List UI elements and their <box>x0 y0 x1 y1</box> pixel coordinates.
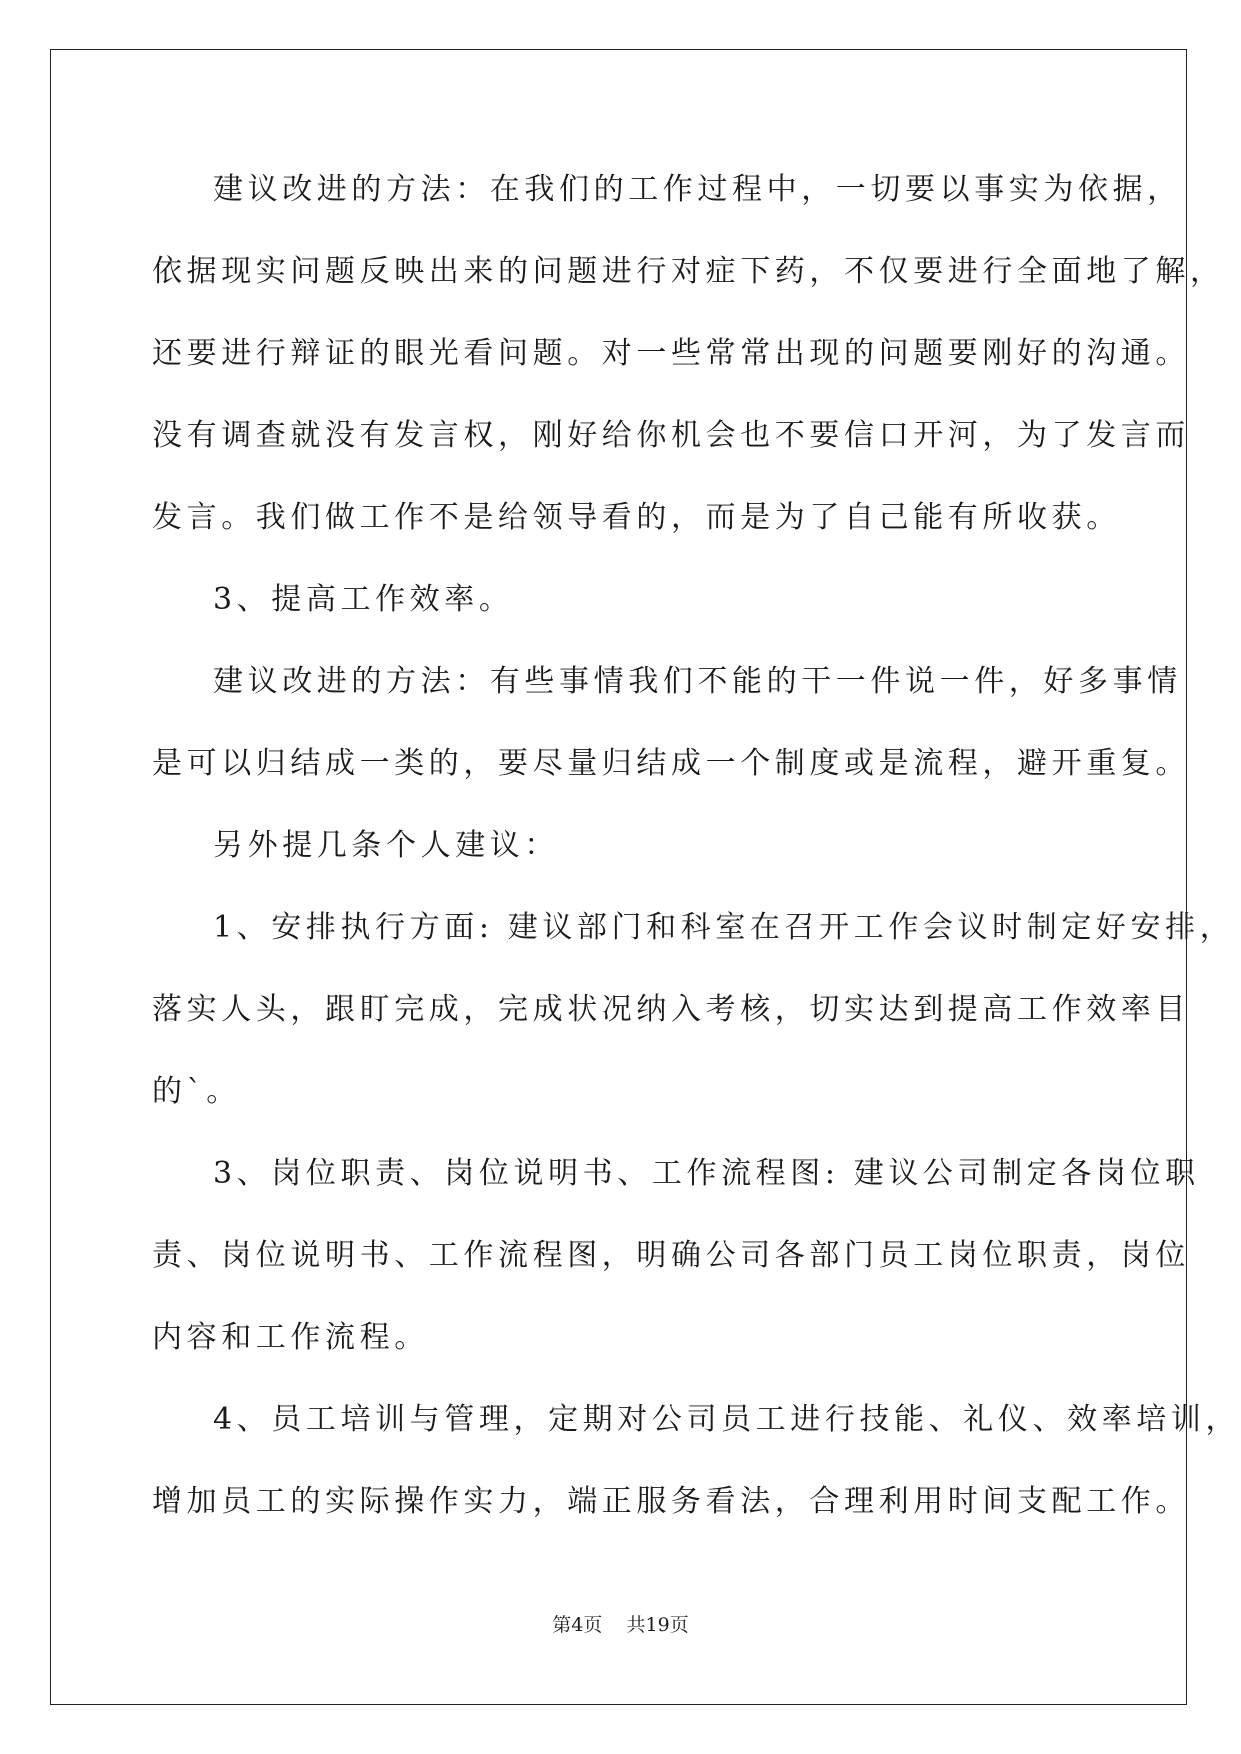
paragraph-line: 发言。我们做工作不是给领导看的，而是为了自己能有所收获。 <box>152 500 1121 535</box>
paragraph-line: 建议改进的方法：有些事情我们不能的干一件说一件，好多事情 <box>213 664 1182 699</box>
paragraph-line: 没有调查就没有发言权，刚好给你机会也不要信口开河，为了发言而 <box>152 418 1190 453</box>
paragraph-line: 内容和工作流程。 <box>152 1320 429 1355</box>
page-number-footer: 第4页 共19页 <box>552 1614 689 1636</box>
paragraph-line: 落实人头，跟盯完成，完成状况纳入考核，切实达到提高工作效率目 <box>152 992 1190 1027</box>
paragraph-line: 还要进行辩证的眼光看问题。对一些常常出现的问题要刚好的沟通。 <box>152 336 1190 371</box>
paragraph-line: 3、岗位职责、岗位说明书、工作流程图: 建议公司制定各岗位职 <box>213 1156 1200 1191</box>
paragraph-line: 建议改进的方法：在我们的工作过程中，一切要以事实为依据， <box>213 172 1182 207</box>
paragraph-line: 责、岗位说明书、工作流程图，明确公司各部门员工岗位职责，岗位 <box>152 1238 1190 1273</box>
paragraph-line: 1、安排执行方面: 建议部门和科室在召开工作会议时制定好安排， <box>213 910 1235 945</box>
paragraph-line: 4、员工培训与管理，定期对公司员工进行技能、礼仪、效率培训， <box>213 1402 1241 1437</box>
paragraph-line: 增加员工的实际操作实力，端正服务看法，合理利用时间支配工作。 <box>152 1484 1190 1519</box>
page-border <box>50 49 1187 1705</box>
paragraph-line: 的`。 <box>152 1074 241 1109</box>
paragraph-line: 3、提高工作效率。 <box>213 582 514 617</box>
paragraph-line: 依据现实问题反映出来的问题进行对症下药，不仅要进行全面地了解， <box>152 254 1225 289</box>
paragraph-line: 是可以归结成一类的，要尽量归结成一个制度或是流程，避开重复。 <box>152 746 1190 781</box>
paragraph-line: 另外提几条个人建议： <box>213 828 559 863</box>
